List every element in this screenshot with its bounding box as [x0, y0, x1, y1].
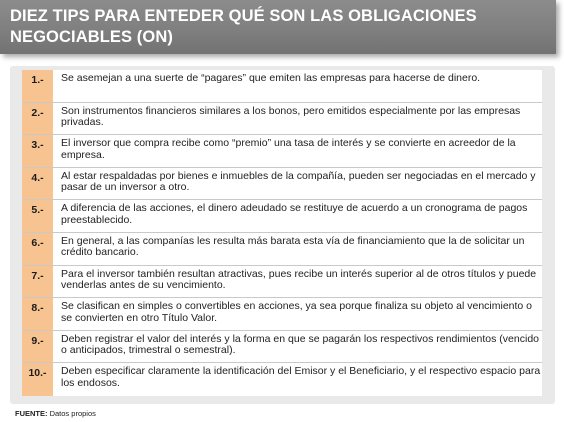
tip-number: 10.-: [22, 363, 53, 396]
tip-number: 4.-: [22, 168, 53, 200]
tip-text: En general, a las companías les resulta más barata esta vía de financiamiento que la de solicitar un crédito bancario.: [61, 234, 525, 259]
tip-text: Son instrumentos financieros similares a los bonos, pero emitidos especialmente por las empresas privadas.: [61, 104, 521, 129]
tip-number: 5.-: [22, 200, 53, 232]
tip-row-4: [22, 168, 542, 201]
tip-text: Se clasifican en simples o convertibles en acciones, ya sea porque finaliza su objeto al vencimiento o se convierten en otro Título Valor.: [61, 300, 533, 324]
tip-row-7: [22, 266, 542, 299]
tip-number: 2.-: [22, 103, 53, 135]
tip-row-9: [22, 331, 542, 364]
tip-number: 9.-: [22, 331, 53, 363]
tip-row-10: [22, 363, 542, 396]
tip-number: 3.-: [22, 135, 53, 167]
tip-text: Para el inversor también resultan atractivas, pues recibe un interés superior al de otros títulos y puede venderlas antes de su vencimiento.: [61, 267, 537, 292]
source-label: FUENTE:: [15, 409, 48, 418]
tip-number: 1.-: [22, 70, 53, 102]
tip-row-1: [22, 70, 542, 103]
tip-number: 7.-: [22, 266, 53, 298]
tip-row-6: [22, 233, 542, 266]
tip-text: Se asemejan a una suerte de “pagares” que emiten las empresas para hacerse de dinero.: [61, 72, 481, 84]
tip-row-3: [22, 135, 542, 168]
source-value: Datos propios: [49, 409, 96, 418]
tips-panel: [10, 66, 555, 404]
tip-row-5: [22, 200, 542, 233]
tip-row-8: [22, 298, 542, 331]
page-title: DIEZ TIPS PARA ENTEDER QUÉ SON LAS OBLIGACIONES NEGOCIABLES (ON): [10, 7, 477, 46]
tip-number: 6.-: [22, 233, 53, 265]
tip-text: Deben especificar claramente la identificación del Emisor y el Beneficiario, y el respectivo espacio para los endosos.: [61, 365, 541, 389]
tips-list: [22, 70, 542, 396]
title-banner: [0, 0, 556, 54]
source-note: [15, 409, 96, 418]
tip-text: El inversor que compra recibe como “premio” una tasa de interés y se convierte en acreedor de la empresa.: [61, 137, 516, 161]
tip-row-2: [22, 103, 542, 136]
tip-number: 8.-: [22, 298, 53, 330]
tip-text: Al estar respaldadas por bienes e inmuebles de la compañía, pueden ser negociadas en el mercado y pasar de un inversor a otro.: [61, 169, 536, 194]
tip-text: A diferencia de las acciones, el dinero adeudado se restituye de acuerdo a un cronograma de pagos preestablecido.: [61, 202, 528, 226]
tip-text: Deben registrar el valor del interés y la forma en que se pagarán los respectivos rendimientos (vencido o anticipados, trimestral o semestral).: [61, 332, 539, 357]
